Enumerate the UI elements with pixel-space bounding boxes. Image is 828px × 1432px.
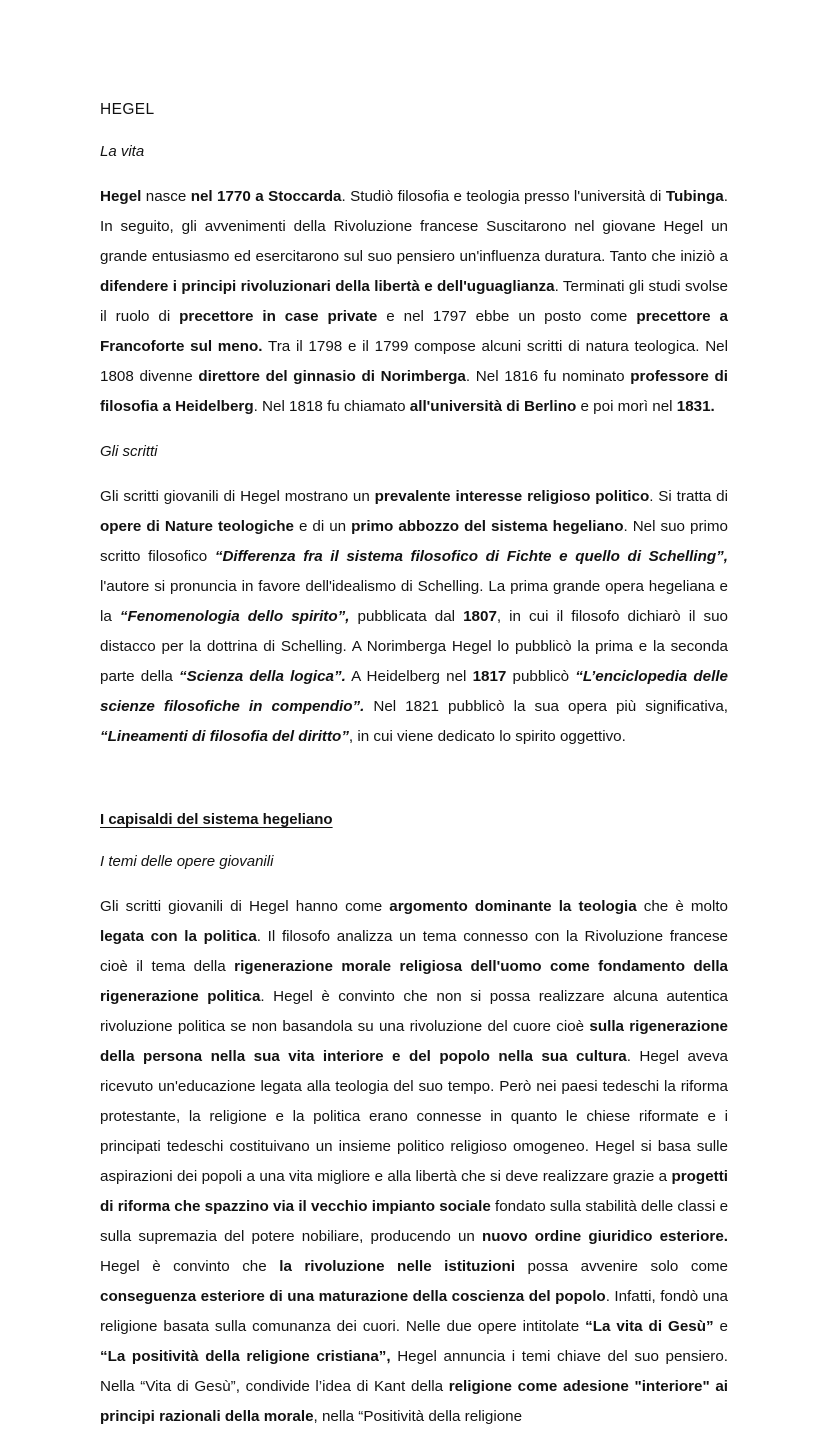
section-spacer (100, 772, 728, 810)
paragraph-temi-opere-giovanili: Gli scritti giovanili di Hegel hanno come argomento dominante la teologia che è molto legata con la politica. Il filosofo analizza un tema connesso con la Rivoluzione francese cioè il tema della rigenerazione morale religiosa dell'uomo come fondamento della rigenerazione politica. Hegel è convinto che non si possa realizzare alcuna autentica rivoluzione politica se non basandola su una rivoluzione del cuore cioè sulla rigenerazione della persona nella sua vita interiore e del popolo nella sua cultura. Hegel aveva ricevuto un'educazione legata alla teologia del suo tempo. Però nei paesi tedeschi la riforma protestante, la religione e la politica erano connesse in quanto le chiese riformate e i principati tedeschi costituivano un insieme politico religioso omogeneo. Hegel si basa sulle aspirazioni dei popoli a una vita migliore e alla libertà che si deve realizzare grazie a progetti di riforma che spazzino via il vecchio impianto sociale fondato sulla stabilità delle classi e sulla supremazia del potere nobiliare, producendo un nuovo ordine giuridico esteriore. Hegel è convinto che la rivoluzione nelle istituzioni possa avvenire solo come conseguenza esteriore di una maturazione della coscienza del popolo. Infatti, fondò una religione basata sulla comunanza dei cuori. Nelle due opere intitolate “La vita di Gesù” e “La positività della religione cristiana”, Hegel annuncia i temi chiave del suo pensiero. Nella “Vita di Gesù”, condivide l’idea di Kant della religione come adesione "interiore" ai principi razionali della morale, nella “Positività della religione (100, 898, 729, 1425)
paragraph-la-vita: Hegel nasce nel 1770 a Stoccarda. Studiò filosofia e teologia presso l'università di Tubinga. In seguito, gli avvenimenti della Rivoluzione francese Suscitarono nel giovane Hegel un grande entusiasmo ed esercitarono sul suo pensiero un'influenza duratura. Tanto che iniziò a difendere i principi rivoluzionari della libertà e dell'uguaglianza. Terminati gli studi svolse il ruolo di precettore in case private e nel 1797 ebbe un posto come precettore a Francoforte sul meno. Tra il 1798 e il 1799 compose alcuni scritti di natura teologica. Nel 1808 divenne direttore del ginnasio di Norimberga. Nel 1816 fu nominato professore di filosofia a Heidelberg. Nel 1818 fu chiamato all'università di Berlino e poi morì nel 1831. (100, 188, 728, 415)
document-body (100, 100, 728, 1432)
section-heading-capisaldi: I capisaldi del sistema hegeliano (100, 811, 333, 828)
section-subheading-la-vita: La vita (100, 143, 145, 160)
page-title: HEGEL (100, 101, 155, 118)
section-subheading-gli-scritti: Gli scritti (100, 443, 158, 460)
section-subheading-temi-opere-giovanili: I temi delle opere giovanili (100, 853, 274, 870)
paragraph-gli-scritti: Gli scritti giovanili di Hegel mostrano un prevalente interesse religioso politico. Si tratta di opere di Nature teologiche e di un primo abbozzo del sistema hegeliano. Nel suo primo scritto filosofico “Differenza fra il sistema filosofico di Fichte e quello di Schelling”, l'autore si pronuncia in favore dell'idealismo di Schelling. La prima grande opera hegeliana e la “Fenomenologia dello spirito”, pubblicata dal 1807, in cui il filosofo dichiarò il suo distacco per la dottrina di Schelling. A Norimberga Hegel lo pubblicò la prima e la seconda parte della “Scienza della logica”. A Heidelberg nel 1817 pubblicò “L’enciclopedia delle scienze filosofiche in compendio”. Nel 1821 pubblicò la sua opera più significativa, “Lineamenti di filosofia del diritto”, in cui viene dedicato lo spirito oggettivo. (100, 488, 729, 745)
